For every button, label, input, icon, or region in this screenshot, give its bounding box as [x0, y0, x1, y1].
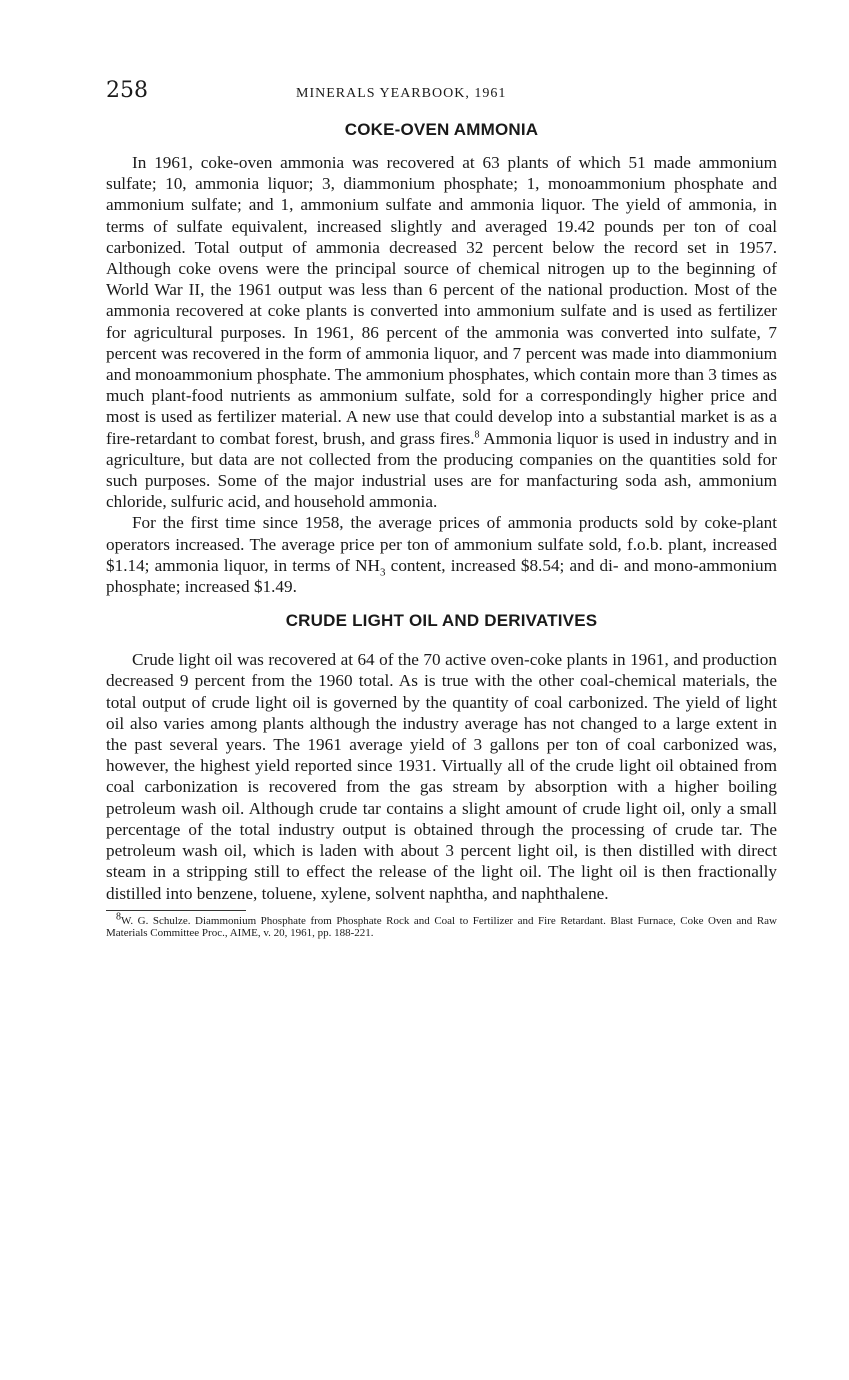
section-heading-crude-light-oil: CRUDE LIGHT OIL AND DERIVATIVES: [285, 611, 598, 631]
page-number: 258: [106, 78, 148, 103]
footnote: [106, 911, 777, 940]
paragraph-text: For the first time since 1958, the average prices of ammonia products sold by coke-plant operators increased. The average price per ton of ammonium sulfate sold, f.o.b. plant, increased $1.14; ammonia liquor, in terms of NH: [106, 513, 777, 575]
paragraph-text: In 1961, coke-oven ammonia was recovered at 63 plants of which 51 made ammonium sulfate; 10, ammonia liquor; 3, diammonium phosphate; 1, monoammonium phosphate and ammonium sulfate; and 1, ammonium sulfate and ammonia liquor. The yield of ammonia, in terms of sulfate equivalent, increased slightly and averaged 19.42 pounds per ton of coal carbonized. Total output of ammonia decreased 32 percent below the record set in 1957. Although coke ovens were the principal source of chemical nitrogen up to the beginning of World War II, the 1961 output was less than 6 percent of the national production. Most of the ammonia recovered at coke plants is converted into ammonium sulfate and is used as fertilizer for agricultural purposes. In 1961, 86 percent of the ammonia was converted into sulfate, 7 percent was recovered in the form of ammonia liquor, and 7 percent was made into diammonium and monoammonium phosphate. The ammonium phosphates, which contain more than 3 times as much plant-food nutrients as ammonium sulfate, sold for a correspondingly higher price and most is used as fertilizer material. A new use that could develop into a substantial market is as a fire-retardant to combat forest, brush, and grass fires.: [106, 153, 777, 448]
paragraph-ammonia-prices: [106, 512, 777, 597]
footnote-reference: 8: [474, 428, 480, 440]
paragraph-ammonia-recovery: [106, 152, 777, 512]
footnote-divider: [106, 910, 246, 911]
running-title: MINERALS YEARBOOK, 1961: [296, 86, 507, 101]
running-header: [106, 78, 777, 108]
section-heading-coke-oven-ammonia: COKE-OVEN AMMONIA: [344, 120, 539, 139]
paragraph-text-continued: content, increased $8.54; and di- and mono-ammonium phosphate; increased $1.49.: [106, 555, 778, 597]
paragraph-text-continued: Ammonia liquor is used in industry and in agriculture, but data are not collected from the producing companies on the quantities sold for such purposes. Some of the major industrial uses are for manfacturing soda ash, ammonium chloride, sulfuric acid, and household ammonia.: [106, 428, 777, 512]
footnote-text: W. G. Schulze. Diammonium Phosphate from Phosphate Rock and Coal to Fertilizer and Fire Retardant. Blast Furnace, Coke Oven and Raw Materials Committee Proc., AIME, v. 20, 1961, pp. 188-221.: [106, 914, 777, 940]
footnote-marker: 8: [116, 911, 121, 923]
formula-subscript: 3: [379, 566, 386, 579]
paragraph-crude-light-oil: Crude light oil was recovered at 64 of the 70 active oven-coke plants in 1961, and production decreased 9 percent from the 1960 total. As is true with the other coal-chemical materials, the total output of crude light oil is governed by the quantity of coal carbonized. The yield of light oil also varies among plants although the industry average has not changed to a large extent in the past several years. The 1961 average yield of 3 gallons per ton of coal carbonized was, however, the highest yield reported since 1931. Virtually all of the crude light oil obtained from coal carbonization is recovered from the gas stream by absorption with a higher boiling petroleum wash oil. Although crude tar contains a slight amount of crude light oil, only a small percentage of the total industry output is obtained through the processing of crude tar. The petroleum wash oil, which is laden with about 3 percent light oil, is then distilled with direct steam in a stripping still to effect the release of the light oil. The light oil is then fractionally distilled into benzene, toluene, xylene, solvent naphtha, and naphthalene.: [106, 650, 777, 903]
